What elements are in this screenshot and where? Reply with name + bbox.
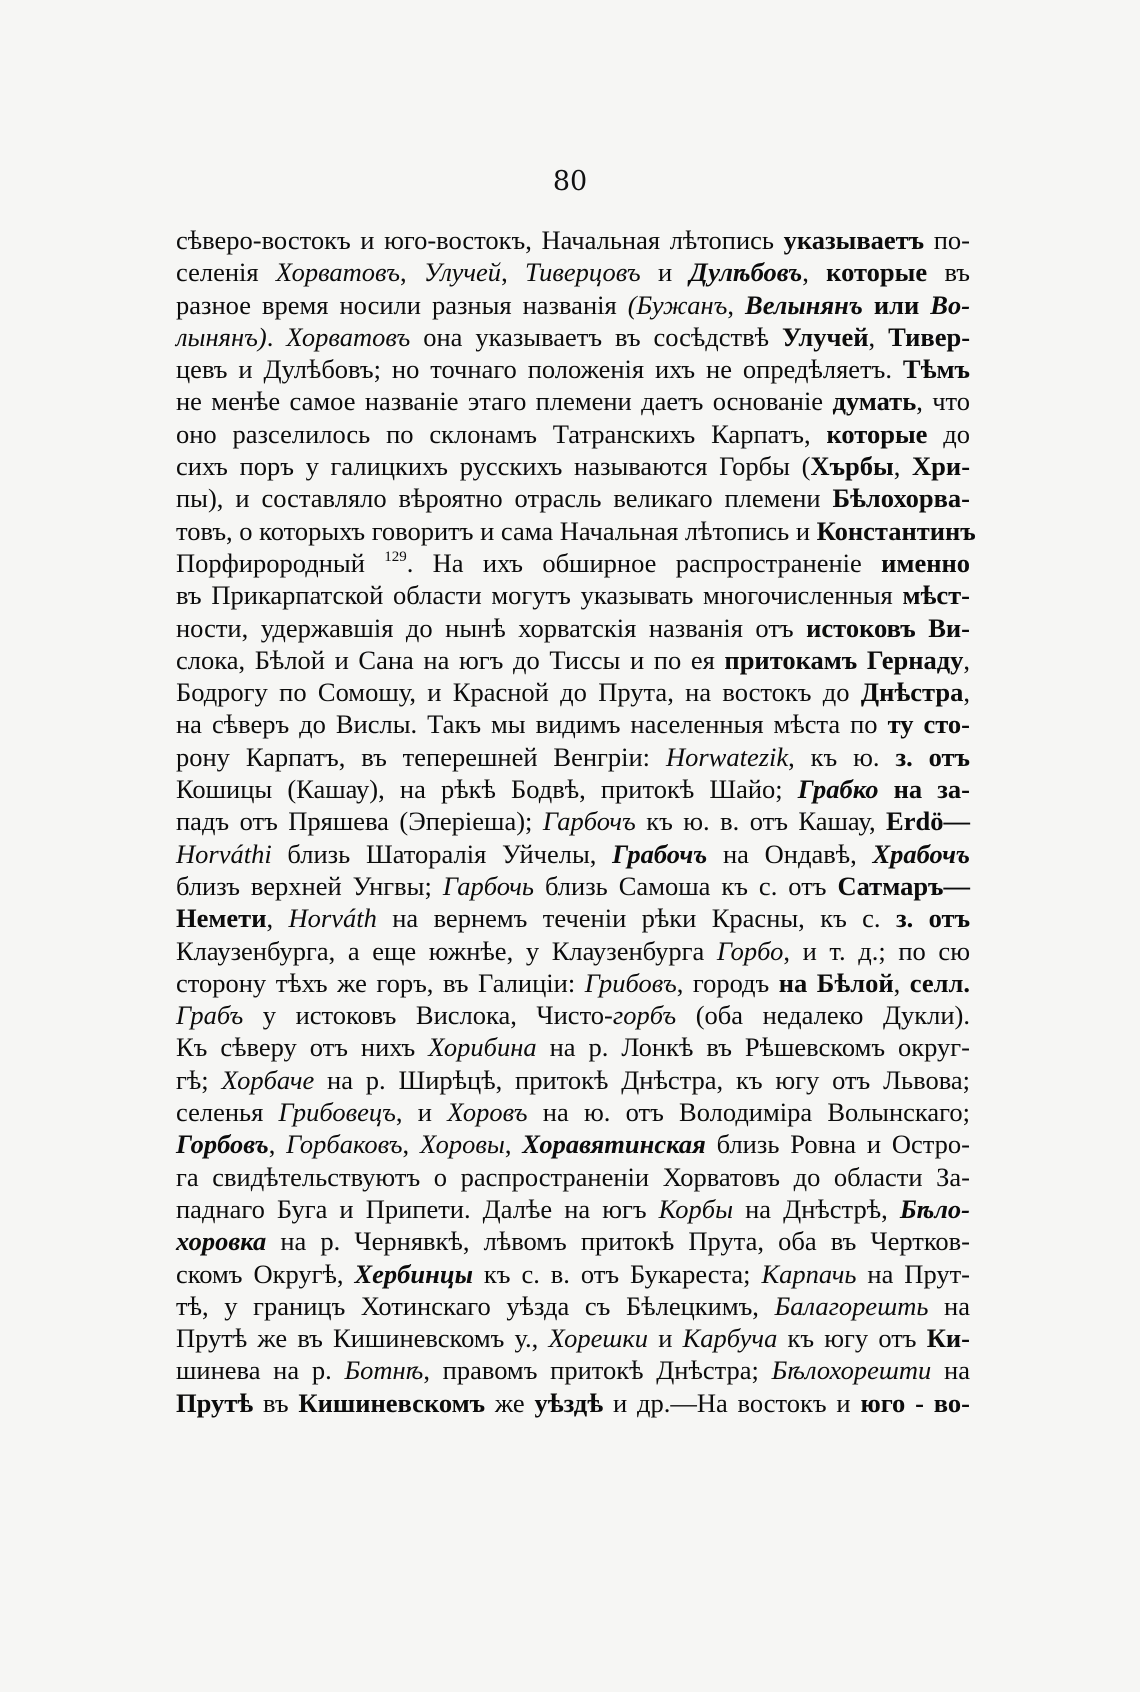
- text-line: Прутѣ же въ Кишиневскомъ у., Хорешки и Карбуча къ югу отъ Ки-: [176, 1323, 970, 1354]
- text-line: разное время носили разныя названія (Бужанъ, Велынянъ или Во-: [176, 289, 971, 320]
- text-line: Грабъ у истоковъ Вислока, Чисто-горбъ (оба недалеко Дукли).: [176, 1000, 971, 1031]
- text-line: Горбовъ, Горбаковъ, Хоровы, Хоравятинская близь Ровна и Остро-: [176, 1129, 970, 1160]
- text-line: близъ верхней Унгвы; Гарбочь близь Самоша къ с. отъ Сатмаръ—: [176, 870, 971, 901]
- text-line: пы), и составляло вѣроятно отрасль великаго племени Бѣлохорва-: [176, 483, 970, 514]
- text-line: ности, удержавшія до нынѣ хорватскія названія отъ истоковъ Ви-: [176, 612, 970, 643]
- text-line: на сѣверъ до Вислы. Такъ мы видимъ населенныя мѣста по ту сто-: [176, 709, 970, 740]
- text-line: сѣверо-востокъ и юго-востокъ, Начальная лѣтопись указываетъ по-: [176, 225, 971, 255]
- page-number: 80: [552, 166, 588, 197]
- text-line: шинева на р. Ботнѣ, правомъ притокѣ Днѣстра; Бѣлохорешти на: [176, 1355, 970, 1386]
- text-line: Horváthi близь Шаторалія Уйчелы, Грабочъ на Ондавѣ, Храбочъ: [176, 838, 970, 869]
- text-line: Кошицы (Кашау), на рѣкѣ Бодвѣ, притокѣ Шайо; Грабко на за-: [176, 774, 970, 805]
- text-line: Клаузенбурга, а еще южнѣе, у Клаузенбурга Горбо, и т. д.; по сю: [176, 935, 970, 966]
- text-line: рону Карпатъ, въ теперешней Венгріи: Horwatezik, къ ю. з. отъ: [176, 741, 971, 772]
- text-line: Бодрогу по Сомошу, и Красной до Прута, на востокъ до Днѣстра,: [176, 677, 970, 708]
- text-line: га свидѣтельствуютъ о распространеніи Хорватовъ до области За-: [176, 1161, 970, 1192]
- text-line: скомъ Округѣ, Хербинцы къ с. в. отъ Букареста; Карпачь на Прут-: [176, 1258, 970, 1289]
- text-line: хоровка на р. Чернявкѣ, лѣвомъ притокѣ Прута, оба въ Чертков-: [176, 1226, 970, 1257]
- text-line: оно разселилось по склонамъ Татранскихъ Карпатъ, которые до: [176, 418, 970, 449]
- text-line: сторону тѣхъ же горъ, въ Галиціи: Грибовъ, городъ на Бѣлой, селл.: [176, 967, 970, 998]
- text-line: тѣ, у границъ Хотинскаго уѣзда съ Бѣлецкимъ, Балагорешть на: [176, 1290, 970, 1321]
- text-line: въ Прикарпатской области могутъ указывать многочисленныя мѣст-: [176, 580, 970, 611]
- text-line: селенія Хорватовъ, Улучей, Тиверцовъ и Дулѣбовъ, которые въ: [176, 257, 970, 288]
- text-line: слока, Бѣлой и Сана на югъ до Тиссы и по ея притокамъ Гернаду,: [176, 644, 970, 675]
- text-line: Немети, Horváth на вернемъ теченіи рѣки Красны, къ с. з. отъ: [176, 903, 971, 934]
- text-line: Прутѣ въ Кишиневскомъ же уѣздѣ и др.—На востокъ и юго - во-: [176, 1387, 970, 1418]
- text-line: цевъ и Дулѣбовъ; но точнаго положенія ихъ не опредѣляетъ. Тѣмъ: [176, 354, 970, 385]
- text-line: Къ сѣверу отъ нихъ Хорибина на р. Лонкѣ въ Рѣшевскомъ округ-: [176, 1032, 970, 1063]
- text-line: гѣ; Хорбаче на р. Ширѣцѣ, притокѣ Днѣстра, къ югу отъ Львова;: [176, 1064, 970, 1095]
- text-line: селенья Грибовецъ, и Хоровъ на ю. отъ Володиміра Волынскаго;: [176, 1097, 970, 1128]
- text-line: товъ, о которыхъ говоритъ и сама Начальная лѣтопись и Константинъ: [176, 515, 976, 546]
- text-line: падъ отъ Пряшева (Эперіеша); Гарбочъ къ ю. в. отъ Кашау, Erdö—: [176, 806, 970, 837]
- text-line: не менѣе самое названіе этаго племени даетъ основаніе думать, что: [176, 386, 971, 417]
- text-line: Порфирородный $^{129}$. На ихъ обширное распространеніе именно: [176, 547, 970, 578]
- body-text: [176, 224, 976, 1419]
- text-line: сихъ поръ у галицкихъ русскихъ называются Горбы (Хърбы, Хри-: [176, 451, 971, 482]
- text-line: лынянъ). Хорватовъ она указываетъ въ сосѣдствѣ Улучей, Тивер-: [176, 321, 971, 352]
- text-line: паднаго Буга и Припети. Далѣе на югъ Корбы на Днѣстрѣ, Бѣло-: [176, 1193, 970, 1224]
